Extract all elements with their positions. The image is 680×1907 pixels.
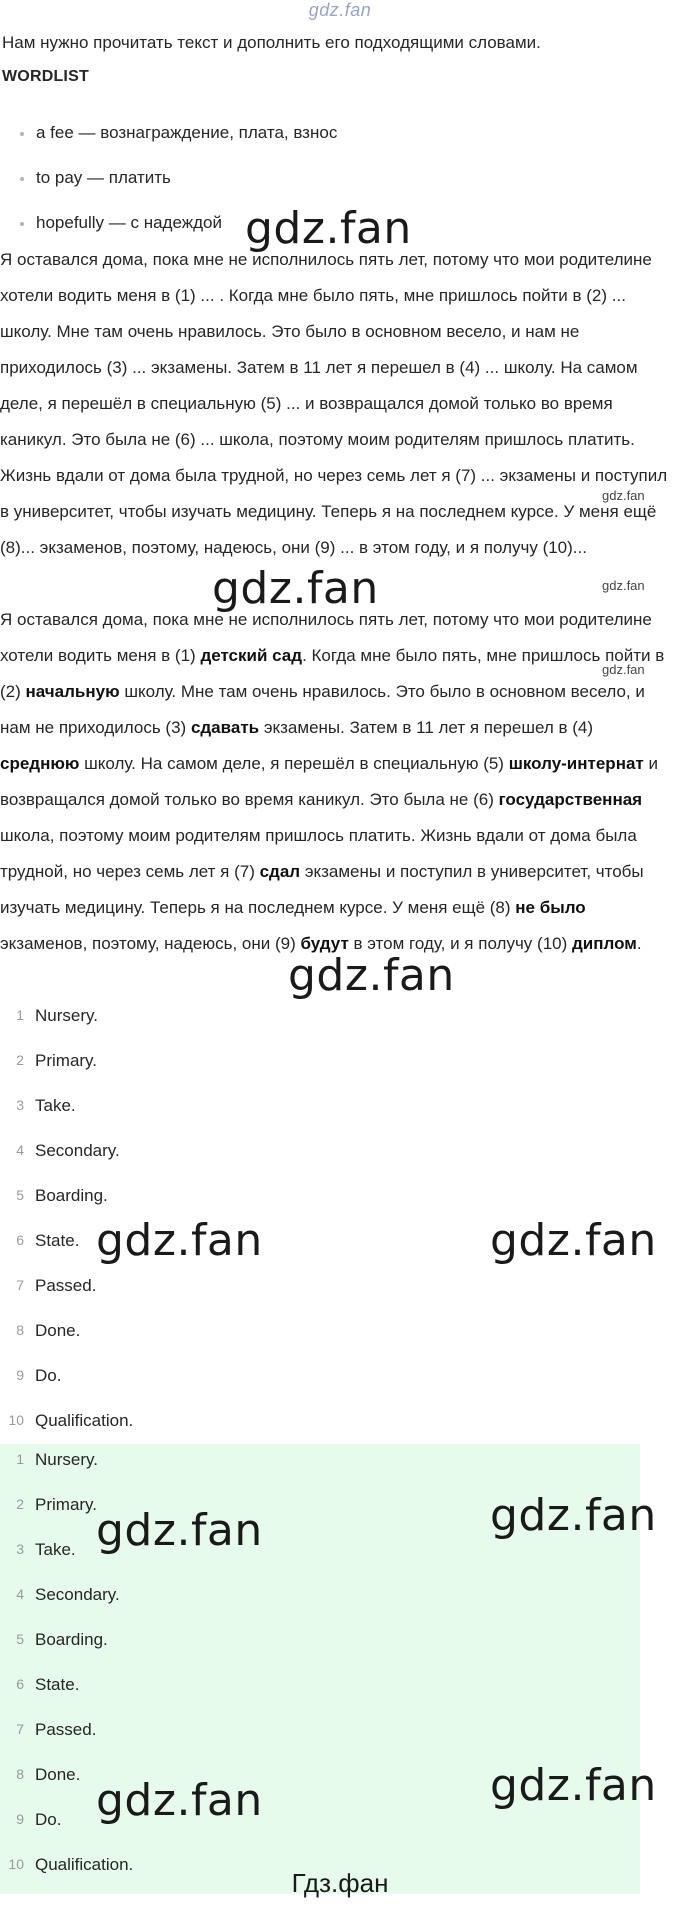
answer-item bbox=[0, 1579, 640, 1624]
text-span: Я оставался дома, пока мне не исполнилось пять лет, потому что мои родителине хотели водить меня в (1) bbox=[0, 610, 652, 665]
answer-text: Secondary. bbox=[35, 1585, 120, 1604]
text-span: школа, поэтому моим родителям пришлось платить. Жизнь вдали от дома была трудной, но через семь лет я (7) bbox=[0, 826, 637, 881]
answer-item bbox=[0, 1090, 640, 1135]
watermark: gdz.fan bbox=[490, 1490, 657, 1541]
answer-text: Primary. bbox=[35, 1051, 98, 1070]
answer-item bbox=[0, 1135, 640, 1180]
wordlist-item: hopefully — с надеждой bbox=[20, 212, 337, 257]
text-span: школу. Мне там очень нравилось. Это было в основном весело, и нам не приходилось (3) bbox=[0, 682, 645, 737]
wordlist-item: to pay — платить bbox=[20, 167, 337, 212]
watermark: gdz.fan bbox=[96, 1215, 263, 1266]
answer-text: Take. bbox=[35, 1540, 76, 1559]
answer-word: будут bbox=[300, 934, 349, 953]
answer-word: школу-интернат bbox=[508, 754, 644, 773]
text-span: школу. На самом деле, я перешёл в специальную (5) bbox=[79, 754, 509, 773]
answer-word: начальную bbox=[25, 682, 120, 701]
answer-number: 1 bbox=[16, 1451, 24, 1467]
answer-number: 3 bbox=[16, 1541, 24, 1557]
answer-text: Passed. bbox=[35, 1276, 97, 1295]
answer-text: Done. bbox=[35, 1321, 81, 1340]
watermark: gdz.fan bbox=[96, 1505, 263, 1556]
answer-number: 10 bbox=[8, 1856, 24, 1872]
answer-text: Nursery. bbox=[35, 1450, 98, 1469]
answer-number: 2 bbox=[16, 1052, 24, 1068]
answer-text: Primary. bbox=[35, 1495, 98, 1514]
watermark: gdz.fan bbox=[288, 950, 455, 1001]
answer-text: Passed. bbox=[35, 1720, 97, 1739]
answer-text: State. bbox=[35, 1675, 80, 1694]
answer-number: 10 bbox=[8, 1412, 24, 1428]
header-watermark: gdz.fan bbox=[308, 0, 372, 20]
text-span: . bbox=[636, 934, 642, 953]
answer-number: 1 bbox=[16, 1007, 24, 1023]
text-span: . Когда мне было пять, мне пришлось пойти в (2) bbox=[0, 646, 665, 701]
completed-text bbox=[0, 602, 672, 962]
answer-number: 9 bbox=[16, 1367, 24, 1383]
answer-item bbox=[0, 1624, 640, 1669]
watermark: gdz.fan bbox=[245, 203, 412, 254]
wordlist-title: WORDLIST bbox=[2, 68, 89, 85]
answer-text: State. bbox=[35, 1231, 80, 1250]
answer-number: 4 bbox=[16, 1586, 24, 1602]
watermark: gdz.fan bbox=[96, 1775, 263, 1826]
answer-text: Boarding. bbox=[35, 1630, 108, 1649]
small-watermark: gdz.fan bbox=[602, 662, 645, 677]
watermark: gdz.fan bbox=[212, 563, 379, 614]
answer-number: 6 bbox=[16, 1232, 24, 1248]
answer-item bbox=[0, 1270, 640, 1315]
text-span: и возвращался домой только во время каникул. Это была не (6) bbox=[0, 754, 658, 809]
answer-item bbox=[0, 1714, 640, 1759]
answer-number: 8 bbox=[16, 1322, 24, 1338]
answer-number: 5 bbox=[16, 1631, 24, 1647]
task-intro: Нам нужно прочитать текст и дополнить его подходящими словами. bbox=[2, 33, 541, 52]
answer-text: Done. bbox=[35, 1765, 81, 1784]
answer-text: Do. bbox=[35, 1810, 62, 1829]
watermark: gdz.fan bbox=[490, 1215, 657, 1266]
answer-text: Nursery. bbox=[35, 1006, 98, 1025]
answer-item bbox=[0, 1669, 640, 1714]
answer-item bbox=[0, 1315, 640, 1360]
answer-number: 5 bbox=[16, 1187, 24, 1203]
answer-word: сдавать bbox=[190, 718, 260, 737]
text-span: в этом году, и я получу (10) bbox=[348, 934, 572, 953]
answer-item bbox=[0, 1360, 640, 1405]
answer-text: Qualification. bbox=[35, 1411, 134, 1430]
wordlist-item: a fee — вознаграждение, плата, взнос bbox=[20, 122, 337, 167]
answer-number: 8 bbox=[16, 1766, 24, 1782]
answer-number: 6 bbox=[16, 1676, 24, 1692]
answer-item bbox=[0, 1444, 640, 1489]
task-text: Я оставался дома, пока мне не исполнилось пять лет, потому что мои родителине хотели водить меня в (1) ... . Когда мне было пять, мне пришлось пойти в (2) ... школу. Мне там очень нравилось. Это было в основном весело, и нам не приходилось (3) ... экзамены. Затем в 11 лет я перешел в (4) ... школу. На самом деле, я перешёл в специальную (5) ... и возвращался домой только во время каникул. Это была не (6) ... школа, поэтому моим родителям пришлось платить. Жизнь вдали от дома была трудной, но через семь лет я (7) ... экзамены и поступил в университет, чтобы изучать медицину. Теперь я на последнем курсе. У меня ещё (8)... экзаменов, поэтому, надеюсь, они (9) ... в этом году, и я получу (10)... bbox=[0, 250, 668, 557]
answer-word: не было bbox=[515, 898, 586, 917]
small-watermark: gdz.fan bbox=[602, 578, 645, 593]
answer-item bbox=[0, 1045, 640, 1090]
answer-number: 9 bbox=[16, 1811, 24, 1827]
footer-watermark: Гдз.фан bbox=[291, 1868, 389, 1898]
text-span: экзамены. Затем в 11 лет я перешел в (4) bbox=[259, 718, 594, 737]
answer-text: Take. bbox=[35, 1096, 76, 1115]
answer-word: диплом bbox=[571, 934, 637, 953]
watermark: gdz.fan bbox=[490, 1760, 657, 1811]
answer-number: 7 bbox=[16, 1721, 24, 1737]
answer-text: Qualification. bbox=[35, 1855, 134, 1874]
answer-word: детский сад bbox=[200, 646, 303, 665]
answer-word: среднюю bbox=[0, 754, 80, 773]
answer-text: Secondary. bbox=[35, 1141, 120, 1160]
answer-text: Do. bbox=[35, 1366, 62, 1385]
answer-word: государственная bbox=[498, 790, 643, 809]
answer-number: 2 bbox=[16, 1496, 24, 1512]
answer-number: 4 bbox=[16, 1142, 24, 1158]
answer-text: Boarding. bbox=[35, 1186, 108, 1205]
answer-item bbox=[0, 1000, 640, 1045]
text-span: экзаменов, поэтому, надеюсь, они (9) bbox=[0, 934, 301, 953]
text-span: экзамены и поступил в университет, чтобы изучать медицину. Теперь я на последнем курсе. У меня ещё (8) bbox=[0, 862, 644, 917]
answer-number: 7 bbox=[16, 1277, 24, 1293]
answer-word: сдал bbox=[259, 862, 301, 881]
answer-number: 3 bbox=[16, 1097, 24, 1113]
small-watermark: gdz.fan bbox=[602, 488, 645, 503]
